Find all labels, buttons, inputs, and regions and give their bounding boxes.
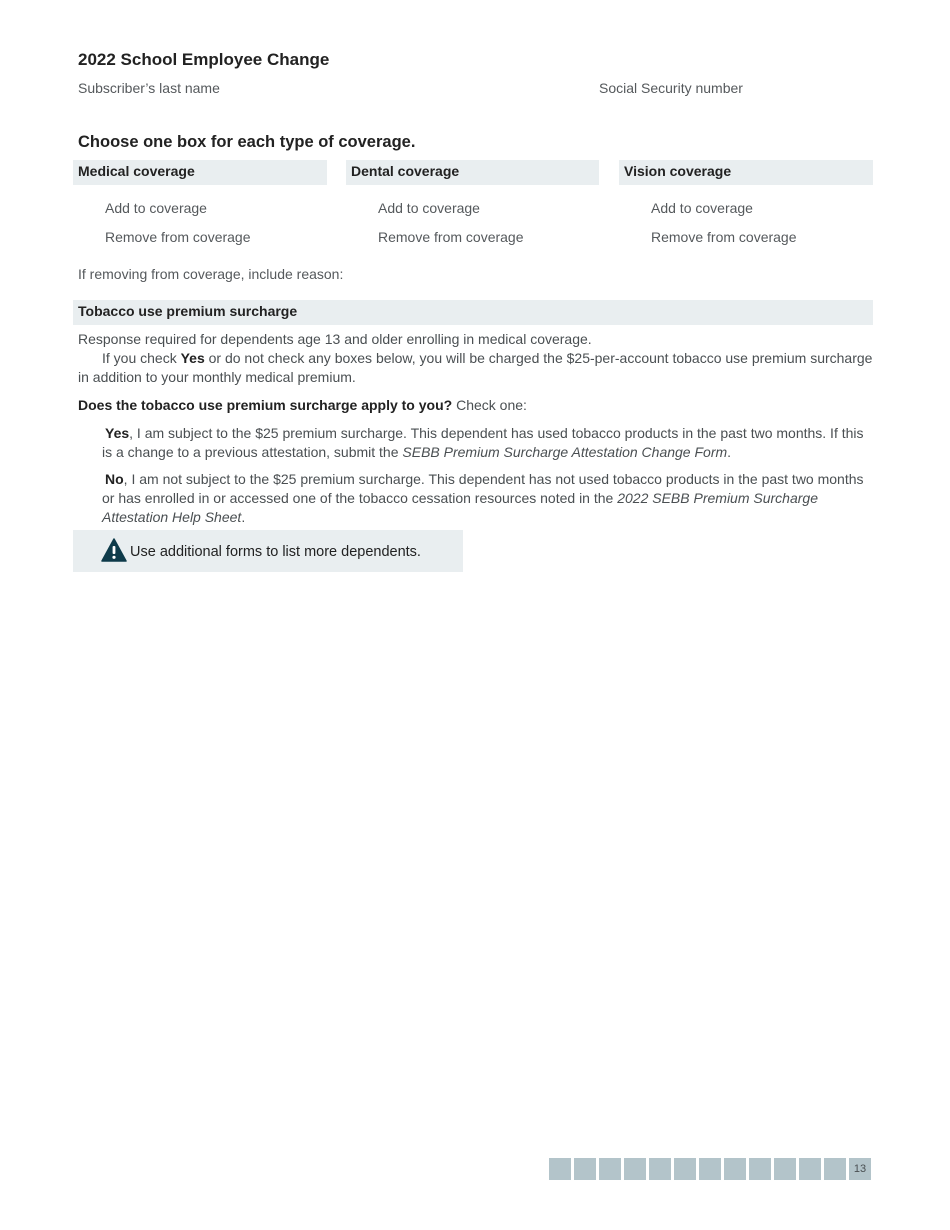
page-block — [574, 1158, 596, 1180]
tobacco-intro: Response required for dependents age 13 and older enrolling in medical coverage. If you check Yes or do not check any boxes below, you will be charged the $25-per-account tobacco use premium surcharge in addition to your monthly medical premium. — [78, 331, 873, 385]
page-block — [699, 1158, 721, 1180]
ssn-label: Social Security number — [599, 80, 743, 96]
tobacco-surcharge-header: Tobacco use premium surcharge — [73, 300, 873, 325]
page-block — [774, 1158, 796, 1180]
page-block — [624, 1158, 646, 1180]
tobacco-no-option[interactable]: No, I am not subject to the $25 premium surcharge. This dependent has not used tobacco products in the past two months or has enrolled in or accessed one of the tobacco cessation resources noted in the 2022 SEBB Premium Surcharge Attestation Help Sheet. — [102, 471, 864, 525]
coverage-heading: Choose one box for each type of coverage. — [78, 133, 416, 151]
vision-add-option[interactable]: Add to coverage — [651, 200, 753, 216]
form-title: 2022 School Employee Change — [78, 50, 330, 69]
medical-remove-option[interactable]: Remove from coverage — [105, 229, 251, 245]
warning-icon — [101, 538, 127, 562]
page-block — [649, 1158, 671, 1180]
subscriber-last-name-label: Subscriber’s last name — [78, 80, 220, 96]
page-indicator — [549, 1158, 871, 1180]
additional-forms-notice — [73, 530, 463, 572]
page-block — [549, 1158, 571, 1180]
page-block — [799, 1158, 821, 1180]
removal-reason-label: If removing from coverage, include reason: — [78, 266, 344, 282]
medical-coverage-header: Medical coverage — [73, 160, 327, 185]
page-number: 13 — [849, 1158, 871, 1180]
dental-coverage-header: Dental coverage — [346, 160, 599, 185]
notice-text: Use additional forms to list more dependents. — [130, 544, 421, 560]
page-block — [724, 1158, 746, 1180]
dental-remove-option[interactable]: Remove from coverage — [378, 229, 524, 245]
dental-add-option[interactable]: Add to coverage — [378, 200, 480, 216]
tobacco-yes-option[interactable]: Yes, I am subject to the $25 premium surcharge. This dependent has used tobacco products in the past two months. If this is a change to a previous attestation, submit the SEBB Premium Surcharge Attestation Change Form. — [102, 425, 864, 460]
tobacco-question: Does the tobacco use premium surcharge apply to you? Check one: — [78, 397, 527, 413]
vision-remove-option[interactable]: Remove from coverage — [651, 229, 797, 245]
medical-add-option[interactable]: Add to coverage — [105, 200, 207, 216]
page-block — [824, 1158, 846, 1180]
page-block — [749, 1158, 771, 1180]
page-block — [599, 1158, 621, 1180]
page-block — [674, 1158, 696, 1180]
vision-coverage-header: Vision coverage — [619, 160, 873, 185]
